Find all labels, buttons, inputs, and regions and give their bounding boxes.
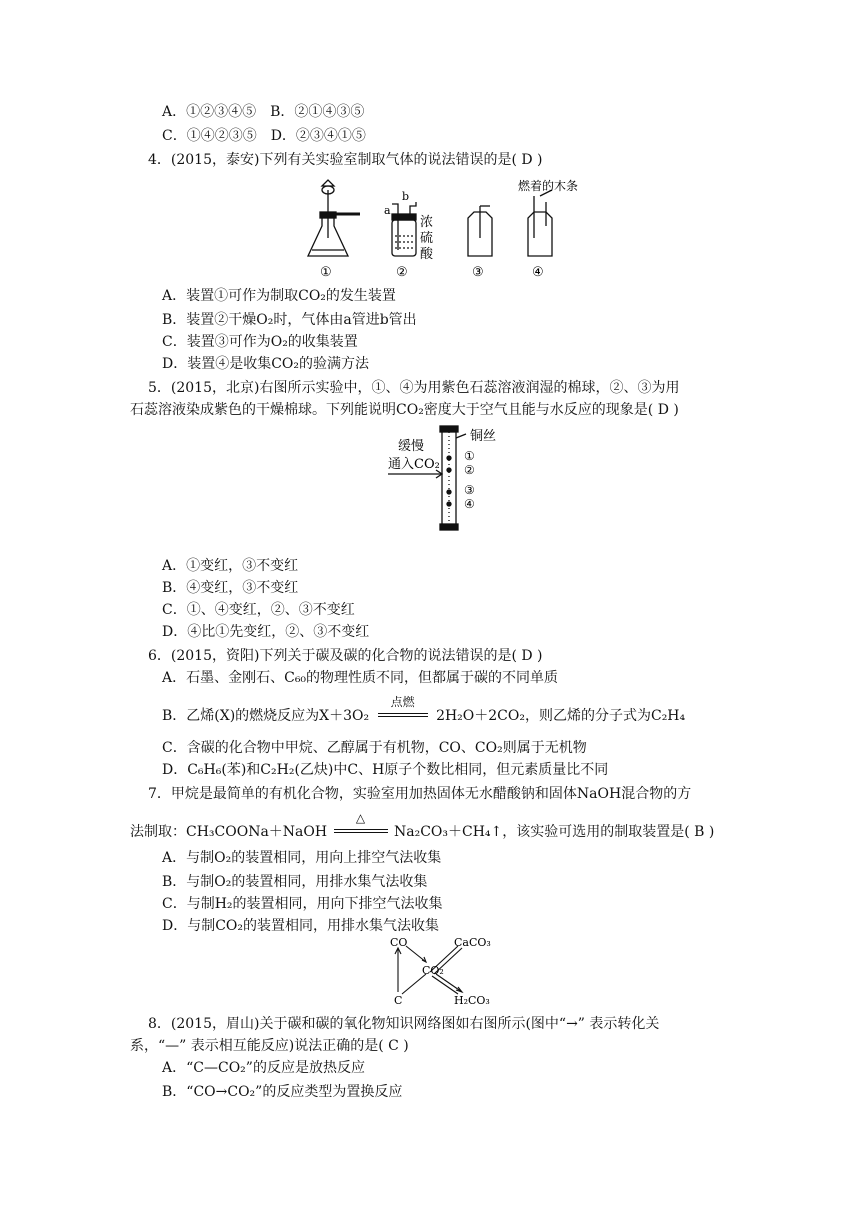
- acid-label-1: 浓: [420, 215, 434, 230]
- q6-option-c: C．含碳的化合物中甲烷、乙醇属于有机物，CO、CO₂则属于无机物: [162, 740, 587, 756]
- q4-option-d: D．装置④是收集CO₂的验满方法: [162, 356, 370, 372]
- h2co3-node: H₂CO₃: [454, 994, 490, 1006]
- reaction-arrow: [378, 695, 428, 726]
- question-5-cont: 石蕊溶液染成紫色的干燥棉球。下列能说明CO₂密度大于空气且能与水反应的现象是( D ): [130, 402, 679, 418]
- q4-option-a: A．装置①可作为制取CO₂的发生装置: [162, 288, 396, 304]
- caco3-node: CaCO₃: [454, 936, 491, 949]
- burning-stick-label: 燃着的木条: [518, 179, 579, 193]
- q4-option-c: C．装置③可作为O₂的收集装置: [162, 334, 358, 350]
- question-7-cont: [130, 811, 715, 842]
- acid-label-2: 硫: [420, 231, 434, 246]
- co2-node: CO₂: [422, 964, 444, 977]
- option-line-2: C．①④②③⑤ D．②③④①⑤: [162, 128, 366, 144]
- tube-b-label: b: [402, 190, 410, 203]
- q7-option-c: C．与制H₂的装置相同，用向下排空气法收集: [162, 896, 443, 912]
- q7-option-b: B．与制O₂的装置相同，用排水集气法收集: [162, 874, 428, 890]
- apparatus-4-label: ④: [532, 265, 544, 280]
- q8-option-a: A．“C—CO₂”的反应是放热反应: [162, 1060, 365, 1076]
- acid-label-3: 酸: [420, 247, 434, 262]
- ball-1-label: ①: [464, 449, 475, 463]
- reaction-arrow: [334, 811, 388, 842]
- q4-option-b: B．装置②干燥O₂时，气体由a管进b管出: [162, 312, 417, 328]
- q8-option-b: B．“CO→CO₂”的反应类型为置换反应: [162, 1084, 403, 1100]
- reaction-condition: △: [355, 811, 366, 825]
- question-8: 8．(2015，眉山)关于碳和碳的氧化物知识网络图如右图所示(图中“→” 表示转化关: [148, 1016, 660, 1032]
- q7-right: Na₂CO₃＋CH₄↑，该实验可选用的制取装置是( B ): [394, 824, 715, 840]
- q8-network-figure: [384, 932, 514, 1006]
- tube-a-label: a: [384, 204, 391, 217]
- ball-4-label: ④: [464, 497, 475, 511]
- question-5: 5．(2015，北京)右图所示实验中，①、④为用紫色石蕊溶液润湿的棉球，②、③为用: [148, 380, 680, 396]
- ball-2-label: ②: [464, 463, 475, 477]
- inlet-label-2: 通入CO₂: [388, 457, 440, 472]
- reaction-condition: 点燃: [390, 695, 415, 709]
- q7-option-d: D．与制CO₂的装置相同，用排水集气法收集: [162, 918, 440, 934]
- question-8-cont: 系，“—” 表示相互能反应)说法正确的是( C ): [130, 1038, 409, 1054]
- q5-option-d: D．④比①先变红，②、③不变红: [162, 624, 370, 640]
- co-node: CO: [390, 936, 408, 949]
- question-4: 4．(2015，泰安)下列有关实验室制取气体的说法错误的是( D ): [148, 152, 543, 168]
- q6b-left: B．乙烯(X)的燃烧反应为X＋3O₂: [162, 708, 370, 724]
- q5-tube-figure: [384, 424, 524, 532]
- q6-option-a: A．石墨、金刚石、C₆₀的物理性质不同，但都属于碳的不同单质: [162, 670, 559, 686]
- q7-left: 法制取：CH₃COONa＋NaOH: [130, 824, 328, 840]
- apparatus-3-label: ③: [472, 265, 484, 280]
- question-6: 6．(2015，资阳)下列关于碳及碳的化合物的说法错误的是( D ): [148, 648, 543, 664]
- question-7: 7．甲烷是最简单的有机化合物，实验室用加热固体无水醋酸钠和固体NaOH混合物的方: [148, 786, 692, 802]
- q5-option-a: A．①变红，③不变红: [162, 558, 299, 574]
- q6b-right: 2H₂O＋2CO₂，则乙烯的分子式为C₂H₄: [436, 708, 686, 724]
- c-node: C: [394, 994, 403, 1006]
- ball-3-label: ③: [464, 483, 475, 497]
- q6-option-b: [162, 695, 686, 726]
- apparatus-1-label: ①: [320, 265, 332, 280]
- apparatus-2-label: ②: [396, 265, 408, 280]
- option-line-1: A．①②③④⑤ B．②①④③⑤: [162, 104, 365, 120]
- q4-apparatus-figure: [300, 176, 590, 282]
- inlet-label-1: 缓慢: [398, 439, 425, 454]
- copper-wire-label: 铜丝: [470, 429, 497, 444]
- q7-option-a: A．与制O₂的装置相同，用向上排空气法收集: [162, 850, 442, 866]
- q5-option-c: C．①、④变红，②、③不变红: [162, 602, 355, 618]
- q5-option-b: B．④变红，③不变红: [162, 580, 299, 596]
- q6-option-d: D．C₆H₆(苯)和C₂H₂(乙炔)中C、H原子个数比相同，但元素质量比不同: [162, 762, 609, 778]
